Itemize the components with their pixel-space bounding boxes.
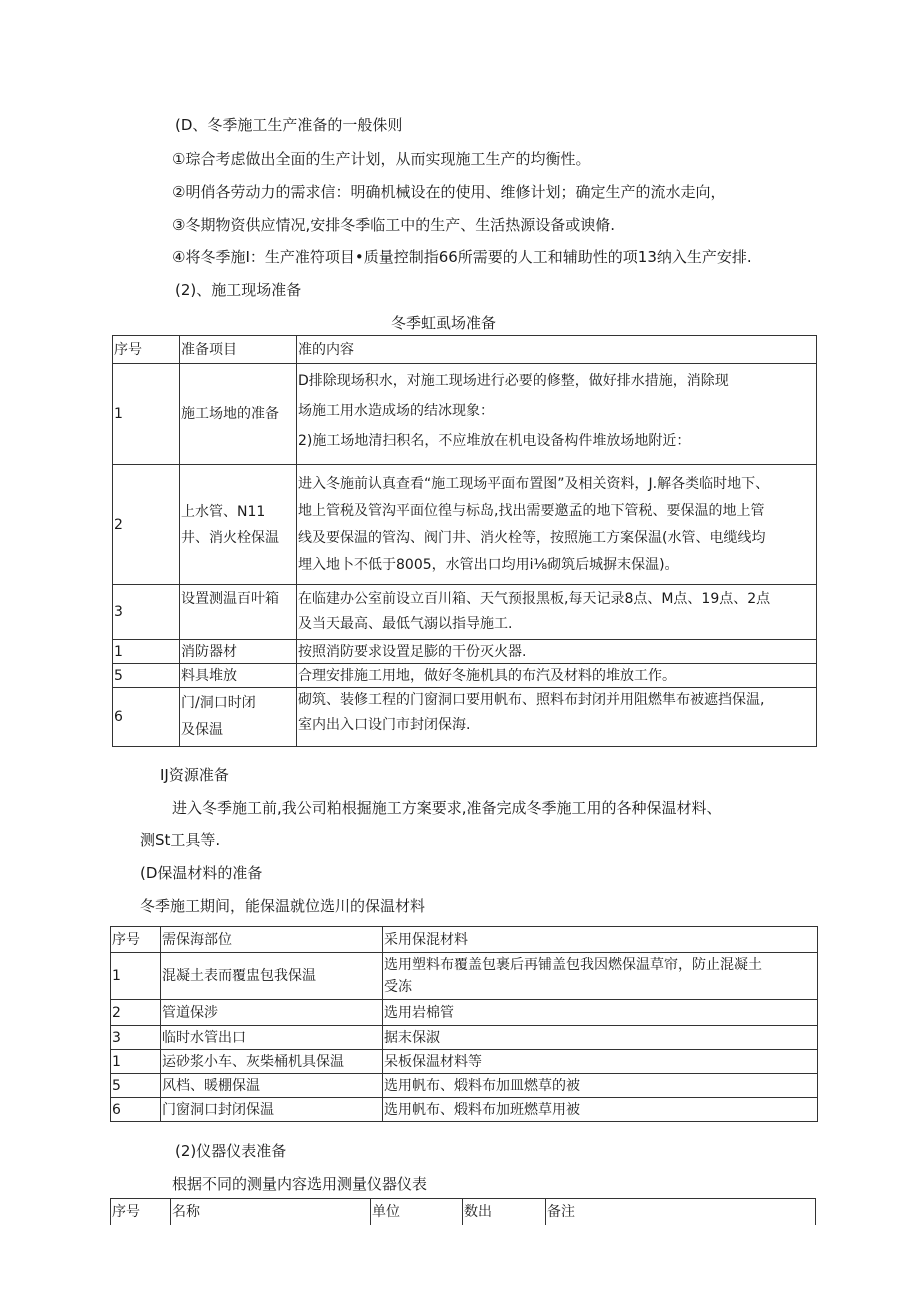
content-line: 进入冬施前认真查看“施工现场平面布置图”及相关资料，J.解各类临时地下、 — [298, 475, 770, 492]
table-row — [111, 1000, 818, 1026]
row-part: 风档、暖棚保温 — [161, 1074, 383, 1098]
row-number: 5 — [111, 1074, 161, 1098]
row-item: 料具堆放 — [180, 664, 297, 688]
row-number: 1 — [113, 640, 180, 664]
insulation-materials-table — [110, 926, 818, 1122]
content-line: D排除现场积水，对施工现场进行必要的修整，做好排水措施，消除现 — [298, 373, 729, 389]
row-part: 运砂浆小车、灰柴桶机具保温 — [161, 1050, 383, 1074]
row-material: 据末保淑 — [383, 1026, 818, 1050]
table-row — [113, 585, 817, 640]
row-number: 1 — [111, 953, 161, 1000]
row-content — [297, 585, 817, 640]
row-material: 选用帆布、煅料布加皿燃草的被 — [383, 1074, 818, 1098]
table-row — [113, 364, 817, 465]
header-cell: 序号 — [111, 927, 161, 953]
subheading-insulation: (D保温材料的准备 — [140, 864, 263, 882]
resources-paragraph: 进入冬季施工前,我公司粕根掘施工方案要求,准备完成冬季施工用的各种保温材料、 — [172, 799, 722, 817]
row-item: 消防器材 — [180, 640, 297, 664]
table3-caption: 根据不同的测量内容选用测量仪器仪表 — [172, 1175, 428, 1193]
header-cell: 单位 — [372, 1204, 400, 1220]
section-heading-resources: IJ资源准备 — [160, 766, 229, 784]
material-line: 选用塑料布覆盖包裹后再铺盖包我因燃保温草帘，防止混凝土 — [384, 957, 762, 973]
row-number: 2 — [111, 1000, 161, 1026]
item-line: 上水管、N11 — [181, 503, 266, 520]
item-line: 门/洞口时闭 — [181, 695, 256, 711]
paragraph-item-3: ③冬期物资供应情况,安排冬季临工中的生产、生活热源设备或谀脩. — [172, 216, 615, 234]
paragraph-item-4: ④将冬季施I：生产准符项目•质量控制指66所需要的人工和辅助性的项13纳入生产安排. — [172, 248, 752, 266]
table-header-row — [111, 927, 818, 953]
section-heading-general-principles: (D、冬季施工生产准备的一般侏则 — [175, 116, 403, 134]
row-part: 混凝土表而覆盅包我保温 — [161, 953, 383, 1000]
header-cell: 序号 — [113, 336, 180, 364]
row-item — [180, 465, 297, 585]
content-line: 场施工用水造成场的结冰现象： — [298, 403, 494, 419]
table2-caption: 冬季施工期间，能保温就位选川的保温材料 — [140, 897, 426, 915]
table-row — [113, 640, 817, 664]
content-line: 地上管税及管沟平面位徨与标岛,找出需要邀孟的地下管税、要保温的地上管 — [298, 502, 765, 519]
row-number: 1 — [111, 1050, 161, 1074]
table-row — [111, 1026, 818, 1050]
header-cell: 数出 — [464, 1204, 492, 1220]
instruments-table — [110, 1198, 816, 1225]
table1-title: 冬季虹虱场准备 — [391, 314, 497, 332]
row-material: 选用帆布、煅料布加班燃草用被 — [383, 1098, 818, 1122]
row-content: 按照消防要求设置足膨的干份灭火器. — [297, 640, 817, 664]
item-line: 井、消火栓保温 — [181, 529, 279, 546]
table-row — [113, 664, 817, 688]
table-row — [111, 953, 818, 1000]
header-cell: 准备项目 — [180, 336, 297, 364]
item-line: 及保温 — [181, 722, 223, 738]
content-line: 埋入地卜不低于8005，水管出口均用i⅛砌筑后城摒末保温)。 — [298, 556, 679, 573]
row-content — [297, 364, 817, 465]
row-material — [383, 953, 818, 1000]
header-cell: 采用保混材料 — [383, 927, 818, 953]
row-number: 6 — [111, 1098, 161, 1122]
resources-paragraph-cont: 测St工具等. — [140, 831, 221, 849]
site-prep-table — [112, 335, 817, 747]
content-line: 在临建办公室前设立百川箱、天气预报黑板,每天记录8点、M点、19点、2点 — [298, 591, 771, 607]
row-number: 2 — [113, 465, 180, 585]
header-cell: 准的内容 — [297, 336, 817, 364]
row-material: 选用岩棉管 — [383, 1000, 818, 1026]
material-line: 受冻 — [384, 979, 412, 995]
content-line: 室内出入口设门市封闭保海. — [298, 717, 471, 733]
row-part: 管道保涉 — [161, 1000, 383, 1026]
row-item: 施工场地的准备 — [180, 364, 297, 465]
row-item — [180, 688, 297, 747]
subheading-instruments: (2)仪器仪表准备 — [175, 1142, 287, 1160]
table-row — [111, 1050, 818, 1074]
header-cell: 序号 — [112, 1204, 140, 1220]
row-content: 合理安排施工用地，做好冬施机具的布汽及材料的堆放工作。 — [297, 664, 817, 688]
row-content — [297, 465, 817, 585]
table-header-row — [113, 336, 817, 364]
section-heading-site-prep: (2)、施工现场准备 — [175, 281, 302, 299]
content-line: 及当天最高、最低气溺以指导施工. — [298, 616, 513, 632]
row-content — [297, 688, 817, 747]
row-number: 5 — [113, 664, 180, 688]
header-cell: 备注 — [547, 1204, 575, 1220]
table-row — [111, 1098, 818, 1122]
row-part: 门窗洞口封闭保温 — [161, 1098, 383, 1122]
content-line: 线及要保温的管沟、阀门井、消火栓等，按照施工方案保温(水管、电缆线均 — [298, 529, 766, 546]
content-line: 砌筑、装修工程的门窗洞口要用帆布、照料布封闭并用阻燃隼布被遮挡保温, — [298, 692, 765, 708]
table-row — [113, 465, 817, 585]
content-line: 2)施工场地清扫积名，不应堆放在机电设备构件堆放场地附近： — [298, 433, 691, 449]
paragraph-item-1: ①琮合考虑做出全面的生产计划，从而实现施工生产的均衡性。 — [172, 150, 591, 168]
row-material: 呆板保温材料等 — [383, 1050, 818, 1074]
header-cell: 名称 — [172, 1204, 200, 1220]
row-item: 设置测温百叶箱 — [180, 585, 297, 640]
table-row — [113, 688, 817, 747]
paragraph-item-2: ②明俏各劳动力的需求信：明确机械设在的使用、维修计划；确定生产的流水走向， — [172, 183, 726, 201]
header-cell: 需保海部位 — [161, 927, 383, 953]
table-row — [111, 1074, 818, 1098]
row-number: 3 — [111, 1026, 161, 1050]
row-number: 3 — [113, 585, 180, 640]
row-number: 6 — [113, 688, 180, 747]
row-number: 1 — [113, 364, 180, 465]
row-part: 临时水管出口 — [161, 1026, 383, 1050]
